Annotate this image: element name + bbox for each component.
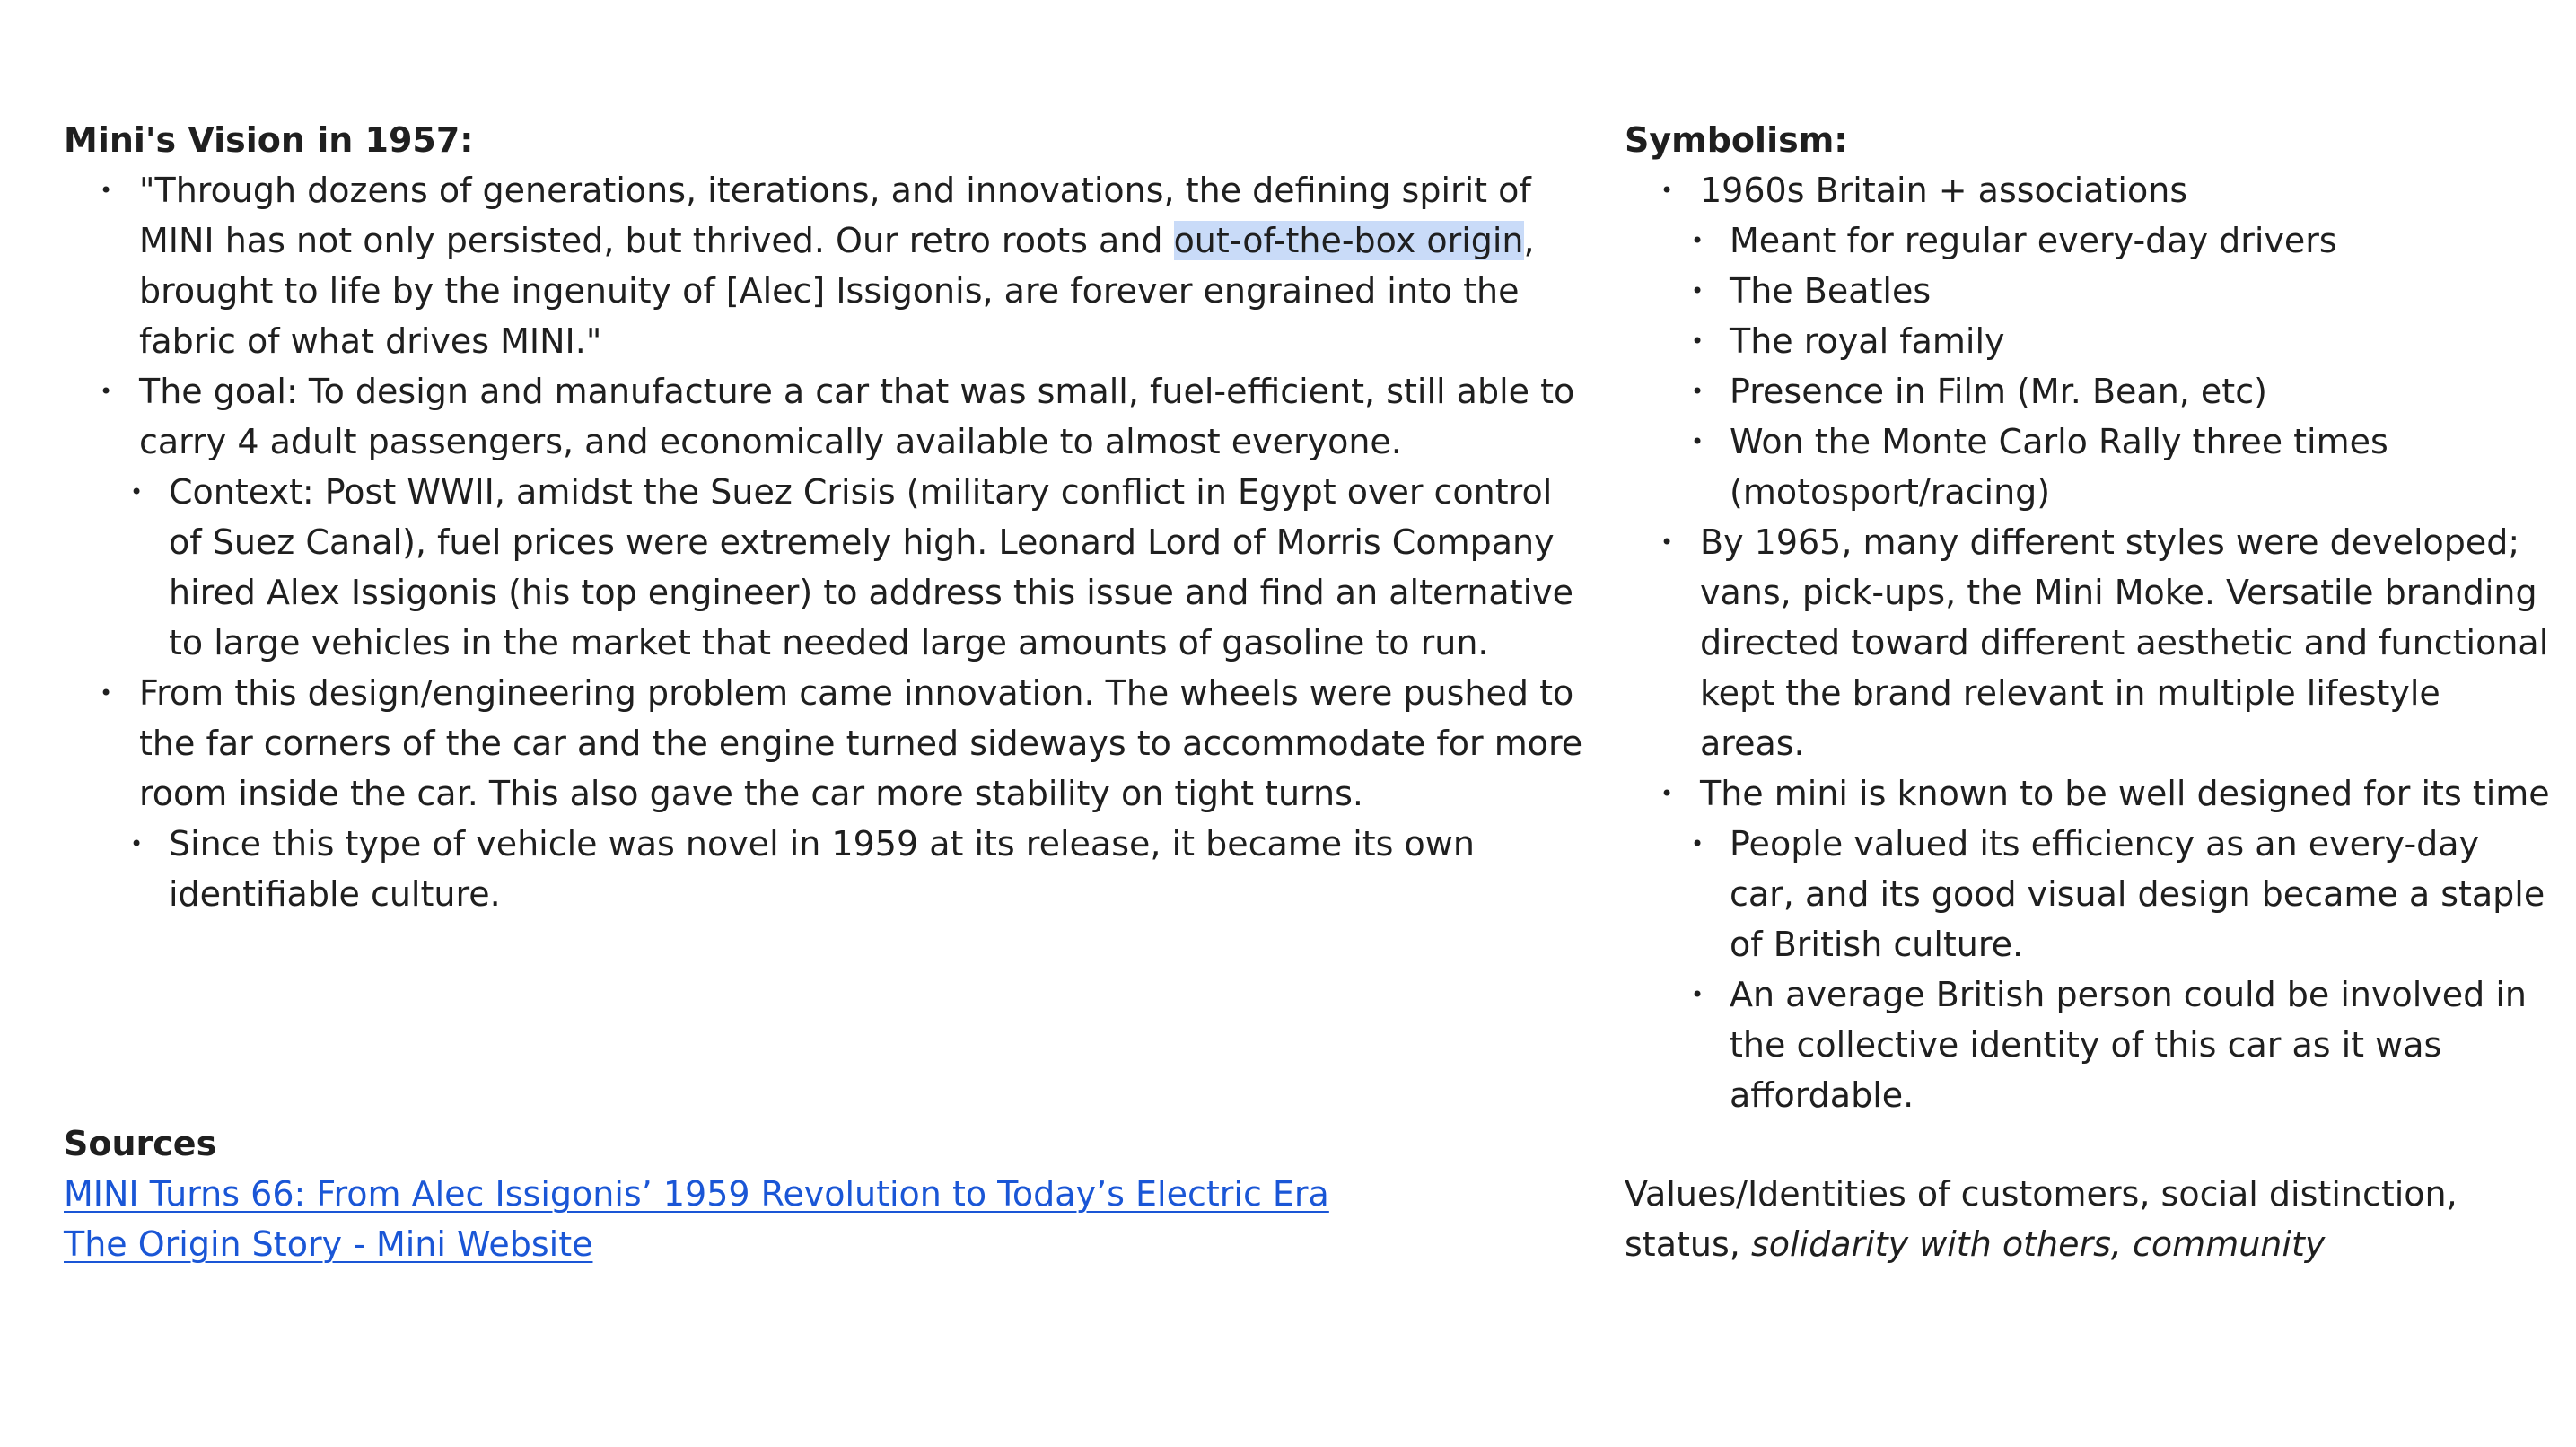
list-item — [64, 467, 1590, 668]
sub-bullet-list — [64, 467, 1590, 668]
context-text: Context: Post WWII, amidst the Suez Crisis (military conflict in Egypt over control of Suez Canal), fuel prices were extremely high. Leonard Lord of Morris Company hired Alex Issigonis (his top engineer) to address this issue and find an alternative to large vehicles in the market that needed large amounts of gasoline to run. — [169, 472, 1574, 662]
sub-item-text: The royal family — [1730, 321, 2005, 361]
list-item — [1625, 819, 2549, 969]
left-column — [64, 115, 1590, 919]
list-item — [1625, 417, 2549, 517]
sub-item-text: Presence in Film (Mr. Bean, etc) — [1730, 372, 2267, 411]
vision-bullet-list — [64, 165, 1590, 919]
values-italic-text: solidarity with others, community — [1750, 1224, 2326, 1264]
list-item — [1625, 165, 2549, 517]
sub-item-text: The Beatles — [1730, 271, 1932, 311]
list-item — [1625, 316, 2549, 366]
design-text: The mini is known to be well designed for its time — [1700, 774, 2550, 813]
sub-item-text: An average British person could be involved in the collective identity of this car as it was affordable. — [1730, 975, 2528, 1115]
styles-text: By 1965, many different styles were developed; vans, pick-ups, the Mini Moke. Versatile branding directed toward different aesthetic and functional kept the brand relevant in multiple lifestyle areas. — [1700, 522, 2549, 763]
sources-section — [64, 1118, 1329, 1269]
sub-item-text: People valued its efficiency as an every-day car, and its good visual design became a staple of British culture. — [1730, 824, 2545, 964]
sub-bullet-list — [1625, 819, 2549, 1120]
right-column — [1625, 115, 2549, 1120]
section-heading-symbolism: Symbolism: — [1625, 120, 1848, 160]
source-link-origin-story[interactable]: The Origin Story - Mini Website — [64, 1224, 593, 1264]
section-heading-sources: Sources — [64, 1124, 217, 1163]
list-item — [64, 819, 1590, 919]
list-item — [1625, 969, 2549, 1120]
sub-bullet-list — [64, 819, 1590, 919]
britain-text: 1960s Britain + associations — [1700, 171, 2188, 210]
values-text: Values/Identities of customers, social distinction, status, — [1625, 1174, 2458, 1264]
quote-text-after: , brought to life by the ingenuity of [Alec] Issigonis, are forever engrained into the fabric of what drives MINI." — [139, 221, 1535, 361]
sub-bullet-list — [1625, 215, 2549, 517]
innovation-text: From this design/engineering problem came innovation. The wheels were pushed to the far corners of the car and the engine turned sideways to accommodate for more room inside the car. This also gave the car more stability on tight turns. — [139, 673, 1583, 813]
culture-text: Since this type of vehicle was novel in 1959 at its release, it became its own identifiable culture. — [169, 824, 1475, 914]
goal-text: The goal: To design and manufacture a car that was small, fuel-efficient, still able to carry 4 adult passengers, and economically available to almost everyone. — [139, 372, 1575, 461]
highlighted-text: out-of-the-box origin — [1173, 221, 1524, 260]
list-item — [1625, 366, 2549, 417]
sub-item-text: Won the Monte Carlo Rally three times (motosport/racing) — [1730, 422, 2388, 512]
list-item — [64, 366, 1590, 668]
sub-item-text: Meant for regular every-day drivers — [1730, 221, 2337, 260]
values-paragraph — [1625, 1169, 2549, 1269]
list-item — [64, 668, 1590, 919]
list-item — [64, 165, 1590, 366]
section-heading-vision: Mini's Vision in 1957: — [64, 120, 474, 160]
list-item — [1625, 215, 2549, 266]
quote-text-before: "Through dozens of generations, iterations, and innovations, the defining spirit of MINI has not only persisted, but thrived. Our retro roots and — [139, 171, 1531, 260]
symbolism-bullet-list — [1625, 165, 2549, 1120]
source-link-mini-turns-66[interactable]: MINI Turns 66: From Alec Issigonis’ 1959 Revolution to Today’s Electric Era — [64, 1174, 1329, 1214]
list-item — [1625, 517, 2549, 768]
list-item — [1625, 266, 2549, 316]
list-item — [1625, 768, 2549, 1120]
